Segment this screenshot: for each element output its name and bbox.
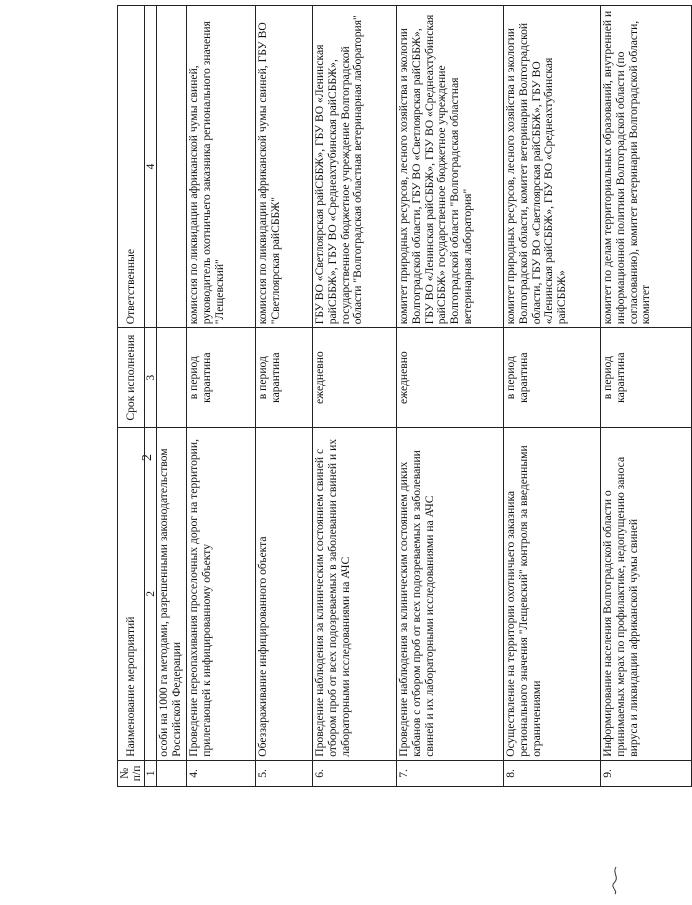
table-row [157,6,187,787]
row-measure: Информирование населения Волгоградской области о принимаемых мерах по профилактике, недопущению заноса вируса и ликвидации африканской чумы свиней [601,428,692,761]
header-responsible: Ответственные [118,6,145,328]
table-row [187,6,256,787]
row-responsible [157,6,187,328]
row-term: в период карантина [256,328,313,428]
page-number: 2 [140,454,155,461]
table-row [256,6,313,787]
column-number: 2 [145,428,157,761]
header-number: № п/п [118,760,145,786]
row-number: 4. [187,760,256,786]
table-row [397,6,504,787]
row-term [157,328,187,428]
column-number-row [145,6,157,787]
table-row [313,6,397,787]
header-term: Срок исполнения [118,328,145,428]
row-responsible: комиссия по ликвидации африканской чумы свиней, ГБУ ВО "Светлоярская райСББЖ" [256,6,313,328]
row-responsible: ГБУ ВО «Светлоярская райСББЖ», ГБУ ВО «Ленинская райСББЖ», ГБУ ВО «Среднеахтубинская райСББЖ», государственное бюджетное учреждение Волгоградской области "Волгоградская областная ветеринарная лаборатория" [313,6,397,328]
row-term: ежедневно [313,328,397,428]
row-number [157,760,187,786]
row-term: в период карантина [601,328,692,428]
row-number: 6. [313,760,397,786]
header-name: Наименование мероприятий [118,428,145,761]
row-term: ежедневно [397,328,504,428]
row-measure: Обеззараживание инфицированного объекта [256,428,313,761]
row-measure: особи на 1000 га методами, разрешенными законодательством Российской Федерации [157,428,187,761]
row-responsible: комитет по делам территориальных образований, внутренней и информационной политики Волгоградской области (по согласованию), комитет ветеринарии Волгоградской области, комитет [601,6,692,328]
row-responsible: комиссия по ликвидации африканской чумы свиней, руководитель охотничьего заказника регионального значения "Лещевский" [187,6,256,328]
column-number: 1 [145,760,157,786]
row-measure: Проведение наблюдения за клиническим состоянием диких кабанов с отбором проб от всех подозреваемых в заболевании свиней и их лабораторными исследованиями на АЧС [397,428,504,761]
table-header-row [118,6,145,787]
row-number: 8. [504,760,601,786]
row-measure: Проведение переопахивания проселочных дорог на территории, прилегающей к инфицированному объекту [187,428,256,761]
row-term: в период карантина [187,328,256,428]
measures-table [117,5,692,787]
column-number: 3 [145,328,157,428]
column-number: 4 [145,6,157,328]
row-number: 7. [397,760,504,786]
row-measure: Проведение наблюдения за клиническим состоянием свиней с отбором проб от всех подозреваемых в заболевании свиней и их лабораторными исследованиями на АЧС [313,428,397,761]
row-measure: Осуществление на территории охотничьего заказника регионального значения "Лещевский" контроля за введенными ограничениями [504,428,601,761]
row-term: в период карантина [504,328,601,428]
row-responsible: комитет природных ресурсов, лесного хозяйства и экологии Волгоградской области, комитет ветеринарии Волгоградской области, ГБУ ВО «Светлоярская райСББЖ», ГБУ ВО «Ленинская райСББЖ», ГБУ ВО «Среднеахтубинская райСББЖ» [504,6,601,328]
table-row [504,6,601,787]
table-row [601,6,692,787]
row-number: 9. [601,760,692,786]
row-number: 5. [256,760,313,786]
row-responsible: комитет природных ресурсов, лесного хозяйства и экологии Волгоградской области, ГБУ ВО «Светлоярская райСББЖ», ГБУ ВО «Ленинская райСББЖ», ГБУ ВО «Среднеахтубинская райСББЖ» государственное бюджетное учреждение Волгоградской области "Волгоградская областная ветеринарная лаборатория" [397,6,504,328]
handwritten-mark [606,865,626,895]
